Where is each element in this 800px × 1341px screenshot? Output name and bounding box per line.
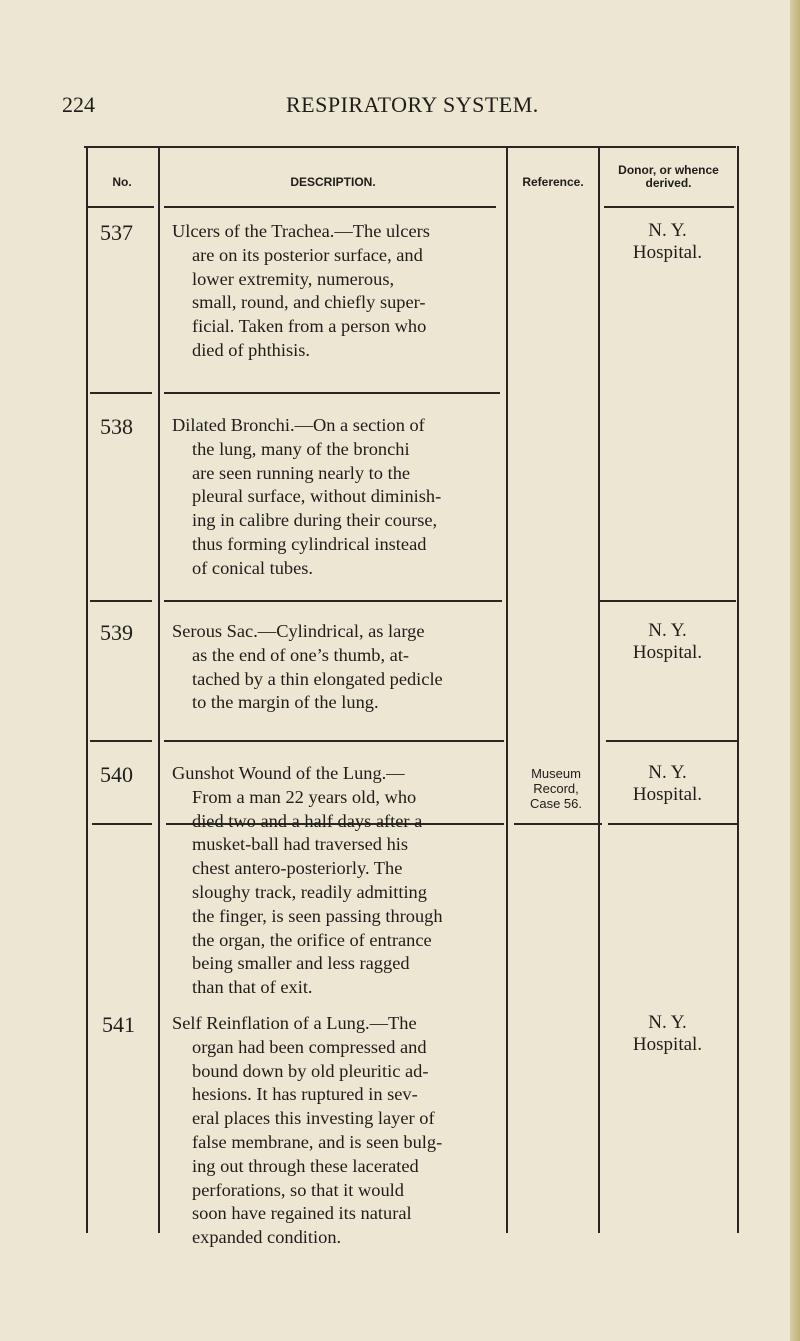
column-rule xyxy=(598,146,600,1233)
description-line: Dilated Bronchi.—On a section of xyxy=(172,415,425,435)
entry-donor xyxy=(600,220,735,264)
donor-line: Hospital. xyxy=(632,642,703,663)
header-donor-line-2: derived. xyxy=(645,176,692,190)
description-line: false membrane, and is seen bulg- xyxy=(192,1131,443,1152)
description-line: bound down by old pleuritic ad- xyxy=(192,1060,429,1081)
entry-donor xyxy=(600,762,735,806)
row-rule xyxy=(514,823,602,825)
description-line: expanded condition. xyxy=(192,1227,342,1248)
description-line: organ had been compressed and xyxy=(192,1036,427,1057)
entry-number: 541 xyxy=(102,1012,135,1037)
header-rule-donor xyxy=(604,206,734,208)
entry-number: 540 xyxy=(100,762,133,787)
donor-line: N. Y. xyxy=(648,620,687,641)
row-rule xyxy=(608,823,738,825)
donor-line: N. Y. xyxy=(648,1012,687,1033)
donor-line: Hospital. xyxy=(632,1034,703,1055)
header-rule-no xyxy=(88,206,154,208)
reference-line: Record, xyxy=(533,781,579,796)
description-line: ing in calibre during their course, xyxy=(192,510,438,531)
page-edge xyxy=(790,0,800,1341)
description-line: chest antero-posteriorly. The xyxy=(192,858,403,879)
entry-number: 537 xyxy=(100,220,133,245)
description-line: Gunshot Wound of the Lung.— xyxy=(172,763,405,783)
reference-line: Museum xyxy=(531,766,581,781)
entry-description xyxy=(172,220,508,363)
donor-line: Hospital. xyxy=(632,242,703,263)
column-rule xyxy=(737,146,739,1233)
entry-donor xyxy=(600,1012,735,1056)
description-line: the lung, many of the bronchi xyxy=(192,438,410,459)
entry-description xyxy=(172,762,508,1000)
header-donor-line-1: Donor, or whence xyxy=(618,163,719,177)
description-line: are on its posterior surface, and xyxy=(192,244,423,265)
entry-description xyxy=(172,414,508,581)
description-line: eral places this investing layer of xyxy=(192,1108,435,1129)
page-number: 224 xyxy=(62,92,95,117)
description-line: Ulcers of the Trachea.—The ulcers xyxy=(172,221,430,241)
entry-number: 539 xyxy=(100,620,133,645)
row-rule xyxy=(164,600,502,602)
description-line: the organ, the orifice of entrance xyxy=(192,929,432,950)
header-reference: Reference. xyxy=(522,175,584,189)
description-line: soon have regained its natural xyxy=(192,1203,412,1224)
description-line: hesions. It has ruptured in sev- xyxy=(192,1084,418,1105)
description-line: tached by a thin elongated pedicle xyxy=(192,668,443,689)
description-line: Self Reinflation of a Lung.—The xyxy=(172,1013,417,1033)
running-head: RESPIRATORY SYSTEM. xyxy=(286,92,539,117)
header-no: No. xyxy=(112,175,132,189)
row-rule xyxy=(600,600,736,602)
description-line: to the margin of the lung. xyxy=(192,692,379,713)
description-line: musket-ball had traversed his xyxy=(192,834,409,855)
row-rule xyxy=(92,823,152,825)
donor-line: N. Y. xyxy=(648,762,687,783)
row-rule xyxy=(90,600,152,602)
entry-donor xyxy=(600,620,735,664)
description-line: ficial. Taken from a person who xyxy=(192,316,427,337)
header-rule-desc xyxy=(164,206,496,208)
description-line: died two and a half days after a xyxy=(192,810,423,831)
description-line: than that of exit. xyxy=(192,977,313,998)
description-line: sloughy track, readily admitting xyxy=(192,881,427,902)
row-rule xyxy=(606,740,738,742)
reference-line: Case 56. xyxy=(529,796,583,811)
entry-description xyxy=(172,620,508,715)
header-description: DESCRIPTION. xyxy=(290,175,376,189)
description-line: thus forming cylindrical instead xyxy=(192,533,427,554)
description-line: perforations, so that it would xyxy=(192,1179,404,1200)
description-line: From a man 22 years old, who xyxy=(192,786,417,807)
donor-line: N. Y. xyxy=(648,220,687,241)
donor-line: Hospital. xyxy=(632,784,703,805)
description-line: being smaller and less ragged xyxy=(192,953,410,974)
description-line: the finger, is seen passing through xyxy=(192,905,443,926)
description-line: lower extremity, numerous, xyxy=(192,268,395,289)
description-line: small, round, and chiefly super- xyxy=(192,292,426,313)
description-line: are seen running nearly to the xyxy=(192,462,411,483)
column-rule xyxy=(86,146,88,1233)
description-line: Serous Sac.—Cylindrical, as large xyxy=(172,621,425,641)
description-line: died of phthisis. xyxy=(192,339,311,360)
header-donor xyxy=(600,164,737,190)
row-rule xyxy=(164,392,500,394)
description-line: ing out through these lacerated xyxy=(192,1155,419,1176)
table-top-rule xyxy=(84,146,736,148)
column-rule xyxy=(158,146,160,1233)
entry-description xyxy=(172,1012,508,1250)
row-rule xyxy=(90,392,152,394)
row-rule xyxy=(90,740,152,742)
row-rule xyxy=(164,740,504,742)
entry-number: 538 xyxy=(100,414,133,439)
entry-reference xyxy=(514,766,598,811)
description-line: pleural surface, without diminish- xyxy=(192,486,442,507)
description-line: of conical tubes. xyxy=(192,557,314,578)
description-line: as the end of one’s thumb, at- xyxy=(192,644,410,665)
